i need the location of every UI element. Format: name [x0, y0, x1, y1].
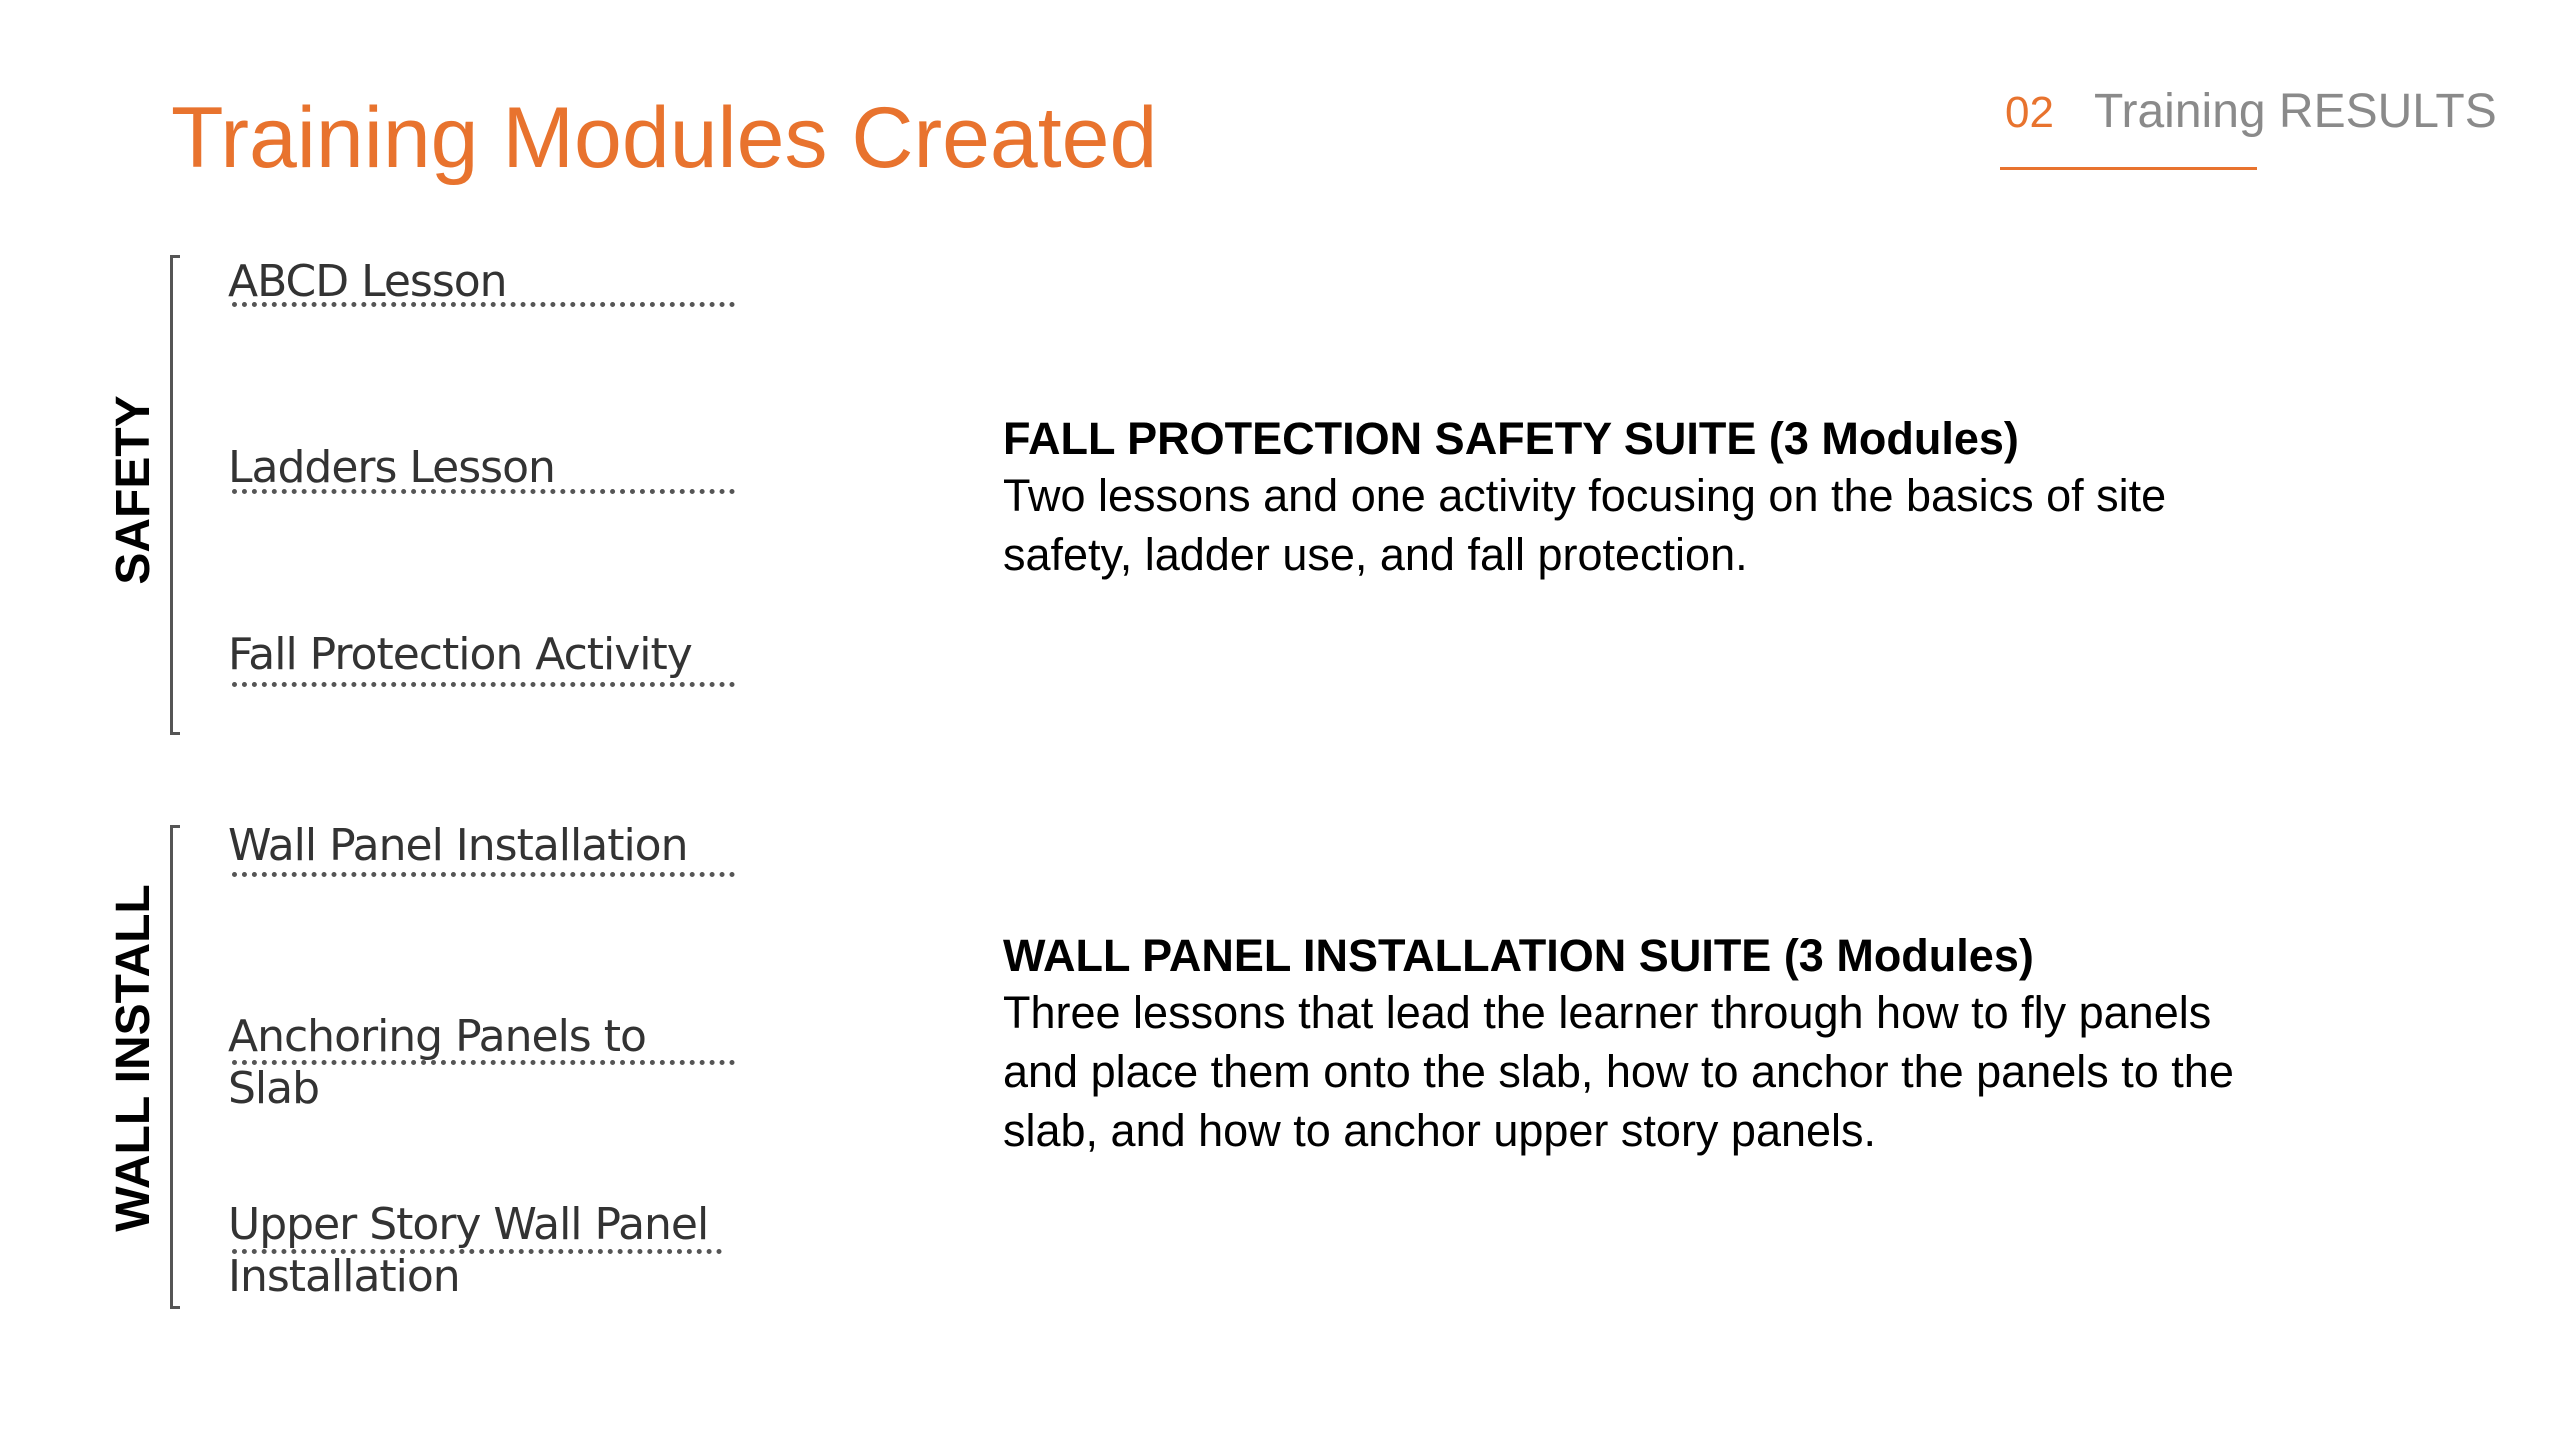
suite-description-fall-protection: Two lessons and one activity focusing on the basics of site safety, ladder use, and fall protection.	[1003, 470, 2167, 580]
dotted-leader	[232, 489, 735, 494]
section-underline	[2000, 167, 2257, 170]
suite-description-wall-panel: Three lessons that lead the learner through how to fly panels and place them onto the slab, how to anchor the panels to the slab, and how to anchor upper story panels.	[1003, 987, 2234, 1156]
group-label-safety: SAFETY	[107, 395, 160, 585]
section-number: 02	[2005, 88, 2054, 137]
module-item: Anchoring Panels to Slab	[228, 1011, 646, 1114]
section-indicator	[2005, 85, 2497, 138]
section-label: Training RESULTS	[2093, 85, 2497, 138]
dotted-leader	[232, 682, 735, 687]
module-item: Fall Protection Activity	[228, 629, 692, 680]
dotted-leader	[232, 1060, 735, 1065]
module-item: ABCD Lesson	[228, 256, 507, 307]
module-item: Ladders Lesson	[228, 442, 555, 493]
group-bracket-safety	[170, 255, 180, 735]
module-item: Upper Story Wall Panel Installation	[228, 1199, 709, 1302]
module-item: Wall Panel Installation	[228, 820, 688, 871]
group-label-wall-install: WALL INSTALL	[107, 884, 160, 1232]
suite-title-wall-panel: WALL PANEL INSTALLATION SUITE (3 Modules)	[1003, 930, 2034, 981]
suite-title-fall-protection: FALL PROTECTION SAFETY SUITE (3 Modules)	[1003, 413, 2019, 464]
page-title: Training Modules Created	[171, 90, 1158, 186]
dotted-leader	[232, 1249, 722, 1254]
dotted-leader	[232, 302, 735, 307]
dotted-leader	[232, 872, 735, 877]
group-bracket-wall-install	[170, 825, 180, 1309]
